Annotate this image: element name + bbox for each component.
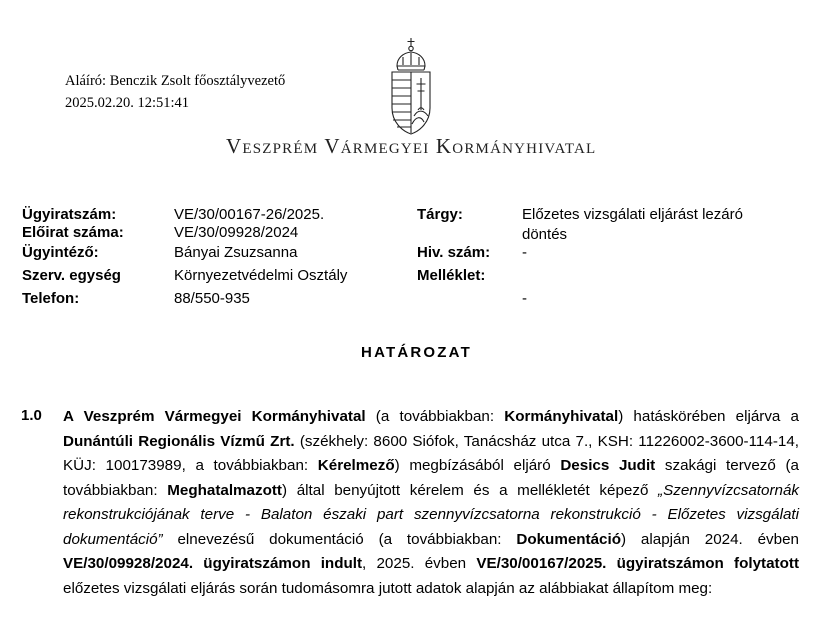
meta-label-case-number: Ügyiratszám: [22,206,117,223]
section-paragraph [63,405,799,601]
meta-value-officer: Bányai Zsuzsanna [174,244,298,261]
meta-label-attachment: Melléklet: [417,267,486,284]
paragraph-run: ) megbízásából eljáró [394,457,561,474]
meta-value-subject: Előzetes vizsgálati eljárást lezáró [522,206,743,223]
paragraph-run: ) által benyújtott kérelem és a mellékletét képező [282,481,659,499]
paragraph-run: ) alapján 2024. évben [621,530,799,548]
meta-label-officer: Ügyintéző: [22,244,99,261]
paragraph-run: VE/30/09928/2024. ügyiratszámon indult [63,555,363,572]
coat-of-arms-icon [386,36,436,136]
meta-value-unit: Környezetvédelmi Osztály [174,267,348,284]
meta-label-phone: Telefon: [22,290,80,307]
paragraph-run: előzetes vizsgálati eljárás során tudomásomra jutott adatok alapján az alábbiakat állapítom meg: [63,579,713,597]
paragraph-run: (a továbbiakban: [365,408,505,425]
paragraph-run: Dokumentáció [516,530,622,548]
meta-value-ref-number: - [522,244,527,261]
section-number: 1.0 [21,407,42,424]
paragraph-run: Kérelmező [317,457,395,474]
meta-value-phone: 88/550-935 [174,290,250,307]
paragraph-run: (székhely: 8600 Siófok, Tanácsház utca 7., KSH: 11226002-3600-114-14, KÜJ: 100173989, a továbbiakban: [63,432,799,474]
paragraph-run: elnevezésű dokumentáció (a továbbiakban: [162,530,517,548]
paragraph-run: , 2025. évben [362,555,477,572]
meta-label-unit: Szerv. egység [22,267,121,284]
paragraph-run: VE/30/00167/2025. ügyiratszámon folytatott [476,555,799,572]
paragraph-run: A Veszprém Vármegyei Kormányhivatal [63,408,366,425]
paragraph-run: Kormányhivatal [504,408,619,425]
meta-value-attachment-dash: - [522,290,527,307]
meta-label-ref-number: Hiv. szám: [417,244,491,261]
signature-timestamp: 2025.02.20. 12:51:41 [65,95,190,111]
meta-value-subject-cont: döntés [522,226,568,243]
signature-block [65,70,285,114]
meta-value-case-number: VE/30/00167-26/2025. [174,206,325,223]
paragraph-run: Desics Judit [560,457,656,474]
meta-label-subject: Tárgy: [417,206,463,223]
paragraph-run: „Szennyvízcsatornák rekonstrukciójának terve - Balaton északi part szennyvízcsatorna rekonstrukció - Előzetes vizsgálati dokumentáció” [63,481,800,548]
paragraph-run: ) hatáskörében eljárva a [618,408,799,425]
meta-label-prior-number: Előirat száma: [22,224,124,241]
paragraph-run: Meghatalmazott [167,481,282,499]
document-title: HATÁROZAT [361,344,472,361]
signer-line: Aláíró: Benczik Zsolt főosztályvezető [65,73,286,89]
paragraph-run: Dunántúli Regionális Vízmű Zrt. [63,432,295,450]
paragraph-run: szakági tervező (a továbbiakban: [63,457,799,499]
agency-name: Veszprém Vármegyei Kormányhivatal [226,134,597,158]
meta-value-prior-number: VE/30/09928/2024 [174,224,299,241]
